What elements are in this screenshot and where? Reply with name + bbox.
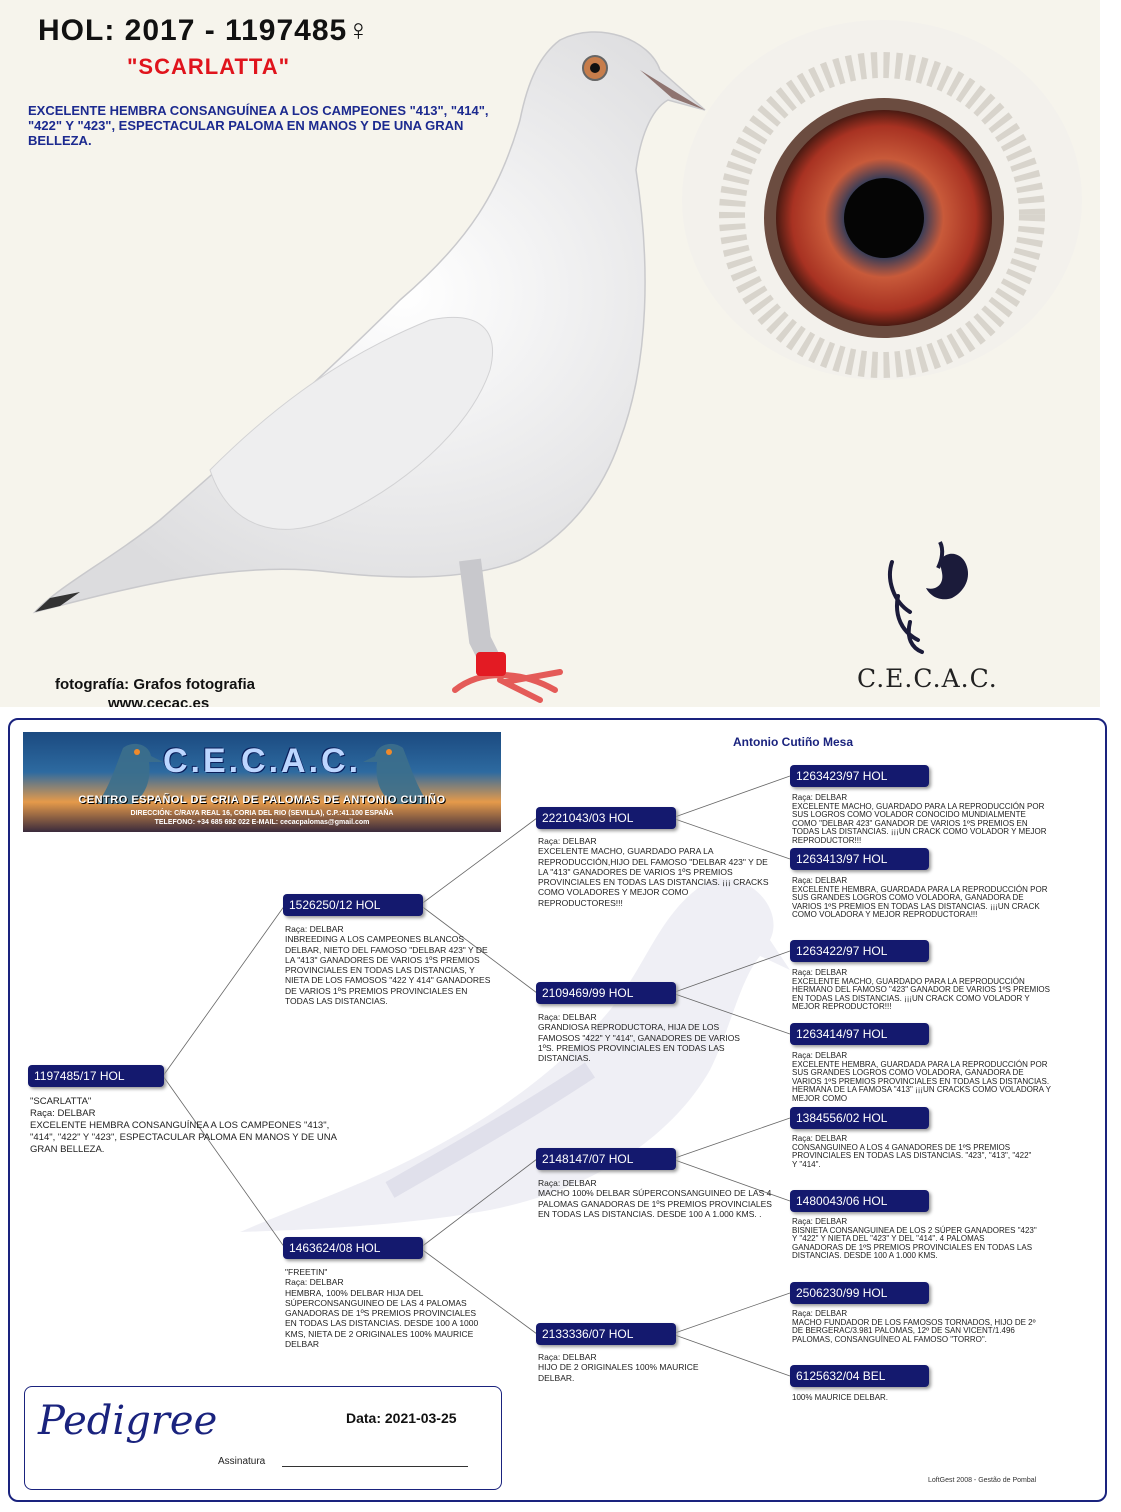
bird-desc-line: EXCELENTE MACHO, GUARDADO PARA LA REPRODUCCIÓN,HIJO DEL FAMOSO "DELBAR 423" Y DE LA "413" GANADORES DE VARIOS 1ºS PREMIOS PROVINCIALES EN TODAS LAS DISTANCIAS. ¡¡¡ CRACKS COMO VOLADORES Y MEJOR COMO REPRODUCTORES!!!: [538, 846, 769, 908]
bird-ring-dd[interactable]: 2133336/07 HOL: [536, 1323, 676, 1345]
bird-desc-line: Raça: DELBAR: [538, 1012, 597, 1022]
banner-address: DIRECCIÓN: C/RAYA REAL 16, CORIA DEL RIO (SEVILLA), C.P.:41.100 ESPAÑA: [130, 810, 394, 817]
banner-title: C.E.C.A.C.: [162, 742, 362, 780]
pigeon-id-title: HOL: 2017 - 1197485♀: [38, 14, 371, 47]
bird-desc-line: Raça: DELBAR: [792, 876, 848, 885]
bird-desc-sire: [285, 924, 495, 1006]
bird-desc-line: EXCELENTE MACHO, GUARDADO PARA LA REPRODUCCIÓN HERMANO DEL FAMOSO "423" GANADOR DE VARIOS 1ºS PREMIOS EN TODAS LAS DISTANCIAS. ¡¡¡UN CRACK COMO VOLADOR Y MEJOR REPRODUCTOR!!!: [792, 976, 1050, 1012]
banner-contact: TELEFONO: +34 685 692 022 E-MAIL: cecacpalomas@gmail.com: [154, 819, 370, 826]
bird-desc-line: CONSANGUINEO A LOS 4 GANADORES DE 1ºS PREMIOS PROVINCIALES EN TODAS LAS DISTANCIAS. "423", "413", "422" Y "414".: [792, 1142, 1032, 1169]
bird-desc-ssd: [792, 877, 1052, 920]
bird-desc-dam: [285, 1267, 485, 1349]
bird-ring-sire[interactable]: 1526250/12 HOL: [283, 894, 423, 916]
bird-desc-line: EXCELENTE HEMBRA CONSANGUÍNEA A LOS CAMPEONES "413", "414", "422" Y "423", ESPECTACULAR PALOMA EN MANOS Y DE UNA GRAN BELLEZA.: [30, 1120, 337, 1155]
bird-desc-sss: [792, 794, 1052, 846]
signature-line[interactable]: [282, 1466, 468, 1467]
owner-name: Antonio Cutiño Mesa: [733, 735, 853, 749]
bird-desc-main: [30, 1096, 340, 1156]
bird-desc-line: Raça: DELBAR: [792, 1217, 848, 1226]
bird-desc-line: MACHO 100% DELBAR SÚPERCONSANGUINEO DE LAS 4 PALOMAS GANADORAS DE 1ºS PREMIOS PROVINCIALES EN TODAS LAS DISTANCIAS. DESDE 100 A 1.000 KMS. .: [538, 1188, 772, 1219]
bird-desc-line: EXCELENTE HEMBRA, GUARDADA PARA LA REPRODUCCIÓN POR SUS GRANDES LOGROS COMO VOLADORA, GANADORA DE VARIOS 1ºS PREMIOS PROVINCIALES EN TODAS LAS DISTANCIAS. HERMANA DE LA FAMOSA "413" ¡¡¡UN CRACKS COMO VOLADORA Y MEJOR COMO: [792, 1059, 1051, 1103]
bird-ring-ds[interactable]: 2148147/07 HOL: [536, 1148, 676, 1170]
bird-ring-sds[interactable]: 1263422/97 HOL: [790, 940, 929, 962]
software-credit: LoftGest 2008 - Gestão de Pombal: [928, 1477, 1037, 1484]
bird-desc-dd: [538, 1352, 728, 1383]
bird-desc-line: EXCELENTE MACHO, GUARDADO PARA LA REPRODUCCIÓN POR SUS LOGROS COMO VOLADOR CONOCIDO MUNDIALMENTE COMO "DELBAR 423" GANADOR DE VARIOS 1ºS PREMIOS EN TODAS LAS DISTANCIAS. ¡¡¡UN CRACK COMO VOLADOR Y MEJOR REPRODUCTOR!!!: [792, 801, 1047, 845]
bird-desc-line: Raça: DELBAR: [30, 1108, 96, 1119]
pedigree-script-title: Pedigree: [38, 1398, 218, 1444]
bird-desc-ds: [538, 1178, 773, 1219]
bird-desc-line: Raça: DELBAR: [538, 1352, 597, 1362]
bird-desc-line: GRANDIOSA REPRODUCTORA, HIJA DE LOS FAMOSOS "422" Y "414", GANADORES DE VARIOS 1ºS. PREMIOS PROVINCIALES EN TODAS LAS DISTANCIAS.: [538, 1022, 740, 1064]
bird-desc-line: Raça: DELBAR: [538, 836, 597, 846]
bird-desc-line: EXCELENTE HEMBRA, GUARDADA PARA LA REPRODUCCIÓN POR SUS GRANDES LOGROS COMO VOLADORA, GANADORA DE VARIOS 1ºS PREMIOS EN TODAS LAS DISTANCIAS. ¡¡¡UN CRACK COMO VOLADORA Y MEJOR REPRODUCTORA!!!: [792, 884, 1048, 920]
bird-desc-line: MACHO FUNDADOR DE LOS FAMOSOS TORNADOS, HIJO DE 2º DE BERGERAC/3.981 PALOMAS, 12º DE SAN VICENT/1.496 PALOMAS, CONSANGUÍNEO AL FAMOSO "TORRO".: [792, 1317, 1036, 1344]
bird-ring-ssd[interactable]: 1263413/97 HOL: [790, 848, 929, 870]
bird-desc-line: "SCARLATTA": [30, 1096, 92, 1107]
bird-ring-sdd[interactable]: 1263414/97 HOL: [790, 1023, 929, 1045]
bird-desc-line: 100% MAURICE DELBAR.: [792, 1393, 889, 1402]
website-link[interactable]: www.cecac.es: [108, 695, 210, 707]
pigeon-name: "SCARLATTA": [127, 54, 291, 79]
bird-ring-dsd[interactable]: 1480043/06 HOL: [790, 1190, 929, 1212]
bird-desc-line: Raça: DELBAR: [792, 1051, 848, 1060]
bird-desc-line: BISNIETA CONSANGUINEA DE LOS 2 SÚPER GANADORES "423" Y "422" Y NIETA DEL "423" Y DEL "414". 4 PALOMAS GANADORAS DE 1ºS PREMIOS PROVINCIALES EN TODAS LAS DISTANCIAS. DESDE 100 A 1.000 KMS.: [792, 1225, 1037, 1261]
cecac-logo-text: C.E.C.A.C.: [857, 664, 998, 693]
bird-ring-sd[interactable]: 2109469/99 HOL: [536, 982, 676, 1004]
bird-desc-line: Raça: DELBAR: [285, 924, 344, 934]
bird-ring-sss[interactable]: 1263423/97 HOL: [790, 765, 929, 787]
bird-desc-ddd: [792, 1394, 992, 1403]
bird-desc-sds: [792, 969, 1052, 1012]
bird-desc-dsd: [792, 1218, 1037, 1261]
signature-label: Assinatura: [218, 1456, 266, 1467]
bird-ring-dss[interactable]: 1384556/02 HOL: [790, 1107, 929, 1129]
bird-desc-line: Raça: DELBAR: [792, 968, 848, 977]
bird-desc-sdd: [792, 1052, 1052, 1104]
bird-desc-line: "FREETIN": [285, 1267, 328, 1277]
bird-desc-line: Raça: DELBAR: [792, 1309, 848, 1318]
bird-desc-dss: [792, 1135, 1037, 1169]
bird-desc-dds: [792, 1310, 1037, 1344]
bird-desc-line: HEMBRA, 100% DELBAR HIJA DEL SÚPERCONSANGUINEO DE LAS 4 PALOMAS GANADORAS DE 1ºS PREMIOS PROVINCIALES EN TODAS LAS DISTANCIAS. DESDE 100 A 1000 KMS, NIETA DE 2 ORIGINALES 100% MAURICE DELBAR: [285, 1287, 479, 1350]
pigeon-description: EXCELENTE HEMBRA CONSANGUÍNEA A LOS CAMPEONES "413", "414", "422" Y "423", ESPECTACULAR PALOMA EN MANOS Y DE UNA GRAN BELLEZA.: [28, 103, 489, 148]
bird-ring-ss[interactable]: 2221043/03 HOL: [536, 807, 676, 829]
bird-desc-line: HIJO DE 2 ORIGINALES 100% MAURICE DELBAR.: [538, 1362, 699, 1383]
bird-ring-main[interactable]: 1197485/17 HOL: [28, 1065, 164, 1087]
bird-desc-line: Raça: DELBAR: [538, 1178, 597, 1188]
pedigree-date: Data: 2021-03-25: [346, 1410, 457, 1426]
bird-desc-sd: [538, 1012, 748, 1063]
bird-desc-line: INBREEDING A LOS CAMPEONES BLANCOS DELBAR, NIETO DEL FAMOSO "DELBAR 423" Y DE LA "413" GANADORES DE VARIOS 1ºS PREMIOS PROVINCIALES EN TODAS LAS DISTANCIAS, Y NIETA DE LOS FAMOSOS "422 Y 414" GANADORES DE VARIOS 1ºS PREMIOS PROVINCIALES EN TODAS LAS DISTANCIAS.: [285, 934, 491, 1007]
bird-desc-line: Raça: DELBAR: [285, 1277, 344, 1288]
photo-credit: fotografía: Grafos fotografia: [55, 676, 256, 693]
bird-desc-line: Raça: DELBAR: [792, 793, 848, 802]
banner-subtitle: CENTRO ESPAÑOL DE CRIA DE PALOMAS DE ANTONIO CUTIÑO: [78, 794, 446, 806]
bird-ring-dam[interactable]: 1463624/08 HOL: [283, 1237, 423, 1259]
bird-ring-ddd[interactable]: 6125632/04 BEL: [790, 1365, 929, 1387]
bird-desc-ss: [538, 836, 773, 908]
bird-ring-dds[interactable]: 2506230/99 HOL: [790, 1282, 929, 1304]
bird-desc-line: Raça: DELBAR: [792, 1134, 848, 1143]
